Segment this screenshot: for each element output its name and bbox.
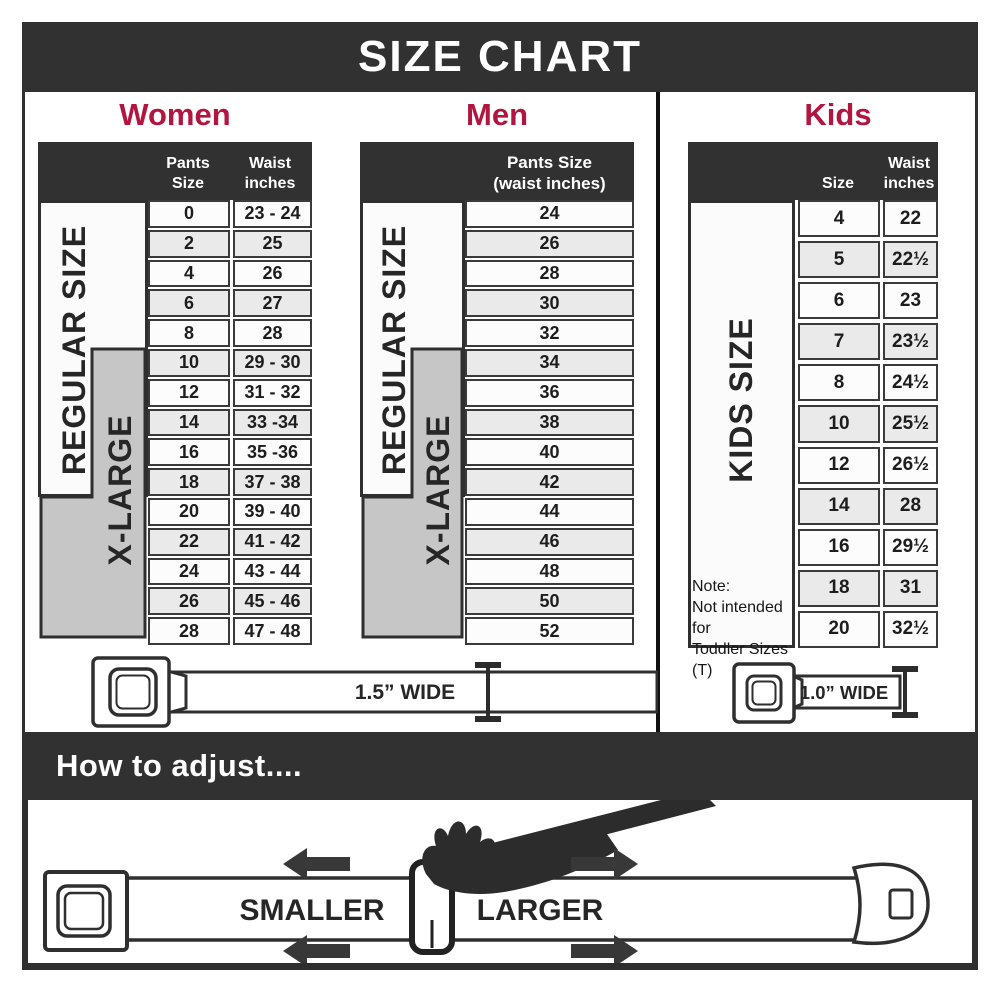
table-cell: 22: [148, 528, 230, 556]
table-cell: 22: [883, 200, 938, 237]
table-row: [148, 438, 312, 466]
larger-label: LARGER: [476, 894, 604, 927]
table-row: [465, 289, 634, 317]
kids-size-label: KIDS SIZE: [723, 317, 759, 483]
table-cell: 2: [148, 230, 230, 258]
kids-note-line3: Toddler Sizes (T): [692, 641, 789, 680]
left-frame-line: [22, 92, 25, 732]
table-cell: 12: [148, 379, 230, 407]
table-cell: 30: [465, 289, 634, 317]
table-cell: 5: [798, 241, 880, 278]
table-cell: 43 - 44: [233, 558, 312, 586]
table-cell: 45 - 46: [233, 587, 312, 615]
kids-col2-header-line1: Waist: [887, 155, 931, 172]
table-row: [798, 529, 938, 566]
men-col-header: [465, 142, 634, 200]
table-cell: 41 - 42: [233, 528, 312, 556]
table-cell: 29 - 30: [233, 349, 312, 377]
table-cell: 16: [148, 438, 230, 466]
table-cell: 26: [233, 260, 312, 288]
women-col2-header: [228, 142, 312, 200]
adjust-heading: How to adjust....: [56, 748, 303, 783]
table-cell: 26: [148, 587, 230, 615]
table-cell: 35 -36: [233, 438, 312, 466]
table-row: [465, 617, 634, 645]
table-row: [465, 409, 634, 437]
table-cell: 37 - 38: [233, 468, 312, 496]
table-cell: 10: [148, 349, 230, 377]
table-row: [148, 260, 312, 288]
women-xlarge-label: X-LARGE: [102, 414, 138, 566]
table-cell: 28: [465, 260, 634, 288]
table-row: [798, 570, 938, 607]
adjust-heading-band: [22, 732, 978, 800]
adjust-illustration-area: [22, 800, 978, 970]
right-frame-line: [975, 92, 978, 732]
kids-col1-header: [798, 142, 878, 200]
smaller-label: SMALLER: [239, 894, 385, 927]
table-cell: 47 - 48: [233, 617, 312, 645]
table-row: [148, 528, 312, 556]
table-cell: 7: [798, 323, 880, 360]
women-col2-header-line1: Waist: [248, 155, 292, 172]
women-col1-header: [148, 142, 228, 200]
table-row: [148, 289, 312, 317]
table-cell: 50: [465, 587, 634, 615]
kids-col2-header: [880, 142, 938, 200]
table-cell: 20: [148, 498, 230, 526]
kids-belt-diagram: [688, 650, 938, 735]
table-cell: 0: [148, 200, 230, 228]
women-heading: Women: [119, 97, 231, 132]
table-cell: 8: [798, 364, 880, 401]
men-size-table: [465, 200, 634, 645]
table-cell: 8: [148, 319, 230, 347]
table-row: [465, 498, 634, 526]
table-cell: 6: [148, 289, 230, 317]
table-row: [148, 558, 312, 586]
table-cell: 42: [465, 468, 634, 496]
table-row: [465, 260, 634, 288]
adult-buckle-button-inner: [117, 676, 150, 709]
belt-tip-slot: [890, 890, 912, 918]
table-cell: 44: [465, 498, 634, 526]
table-cell: 33 -34: [233, 409, 312, 437]
table-cell: 40: [465, 438, 634, 466]
table-cell: 20: [798, 611, 880, 648]
table-cell: 25½: [883, 405, 938, 442]
table-cell: 48: [465, 558, 634, 586]
table-row: [798, 241, 938, 278]
table-cell: 46: [465, 528, 634, 556]
table-row: [798, 611, 938, 648]
table-cell: 34: [465, 349, 634, 377]
table-row: [465, 587, 634, 615]
adjust-belt-illustration: [28, 800, 972, 963]
table-row: [148, 319, 312, 347]
kids-width-label: 1.0” WIDE: [799, 682, 889, 703]
table-row: [148, 349, 312, 377]
adjust-buckle-button-inner: [65, 893, 103, 929]
table-row: [148, 409, 312, 437]
table-cell: 24½: [883, 364, 938, 401]
women-size-table: [148, 200, 312, 645]
table-cell: 36: [465, 379, 634, 407]
table-cell: 28: [148, 617, 230, 645]
table-cell: 26½: [883, 447, 938, 484]
table-cell: 4: [148, 260, 230, 288]
table-cell: 22½: [883, 241, 938, 278]
table-row: [465, 349, 634, 377]
table-cell: 31: [883, 570, 938, 607]
table-row: [465, 319, 634, 347]
men-regular-size-label: REGULAR SIZE: [376, 224, 412, 476]
table-cell: 29½: [883, 529, 938, 566]
table-cell: 26: [465, 230, 634, 258]
table-row: [148, 587, 312, 615]
table-cell: 6: [798, 282, 880, 319]
women-regular-size-label: REGULAR SIZE: [56, 224, 92, 476]
table-cell: 27: [233, 289, 312, 317]
table-cell: 32½: [883, 611, 938, 648]
table-row: [148, 230, 312, 258]
table-cell: 16: [798, 529, 880, 566]
kids-col1-header-text: Size: [821, 175, 854, 192]
table-row: [798, 364, 938, 401]
table-cell: 23½: [883, 323, 938, 360]
table-cell: 28: [233, 319, 312, 347]
table-row: [798, 200, 938, 237]
table-cell: 31 - 32: [233, 379, 312, 407]
table-row: [465, 379, 634, 407]
table-row: [148, 498, 312, 526]
adult-width-label: 1.5” WIDE: [354, 681, 456, 704]
table-cell: 10: [798, 405, 880, 442]
table-cell: 12: [798, 447, 880, 484]
table-cell: 52: [465, 617, 634, 645]
kids-section-divider: [656, 92, 660, 732]
table-row: [465, 438, 634, 466]
adult-belt-diagram: [38, 650, 658, 735]
table-cell: 23: [883, 282, 938, 319]
table-cell: 23 - 24: [233, 200, 312, 228]
table-cell: 14: [148, 409, 230, 437]
table-row: [798, 323, 938, 360]
title-banner: [22, 22, 978, 92]
table-cell: 18: [148, 468, 230, 496]
kids-size-table: [798, 200, 938, 648]
table-cell: 24: [148, 558, 230, 586]
table-row: [465, 558, 634, 586]
table-row: [465, 468, 634, 496]
table-row: [465, 230, 634, 258]
table-row: [148, 617, 312, 645]
table-cell: 4: [798, 200, 880, 237]
table-row: [798, 282, 938, 319]
table-row: [465, 528, 634, 556]
kids-note-line1: Note:: [692, 578, 731, 595]
page-title: SIZE CHART: [358, 32, 642, 81]
table-row: [798, 447, 938, 484]
table-cell: 32: [465, 319, 634, 347]
table-cell: 18: [798, 570, 880, 607]
table-cell: 24: [465, 200, 634, 228]
table-row: [148, 379, 312, 407]
kids-note-line2: Not intended for: [692, 599, 783, 638]
women-col1-header-text: Pants Size: [166, 155, 210, 192]
table-cell: 38: [465, 409, 634, 437]
men-col-header-line2: (waist inches): [493, 173, 606, 193]
arrow-left-top-icon: [283, 848, 350, 880]
table-cell: 14: [798, 488, 880, 525]
table-cell: 39 - 40: [233, 498, 312, 526]
kids-heading: Kids: [804, 97, 872, 132]
table-row: [148, 468, 312, 496]
kids-buckle-button-inner: [753, 682, 776, 705]
men-xlarge-label: X-LARGE: [420, 414, 456, 566]
men-col-header-line1: Pants Size: [506, 152, 593, 172]
table-row: [465, 200, 634, 228]
table-row: [798, 488, 938, 525]
table-cell: 25: [233, 230, 312, 258]
table-cell: 28: [883, 488, 938, 525]
women-col2-header-line2: inches: [244, 175, 296, 192]
table-row: [798, 405, 938, 442]
table-row: [148, 200, 312, 228]
men-heading: Men: [466, 97, 528, 132]
kids-col2-header-line2: inches: [883, 175, 935, 192]
